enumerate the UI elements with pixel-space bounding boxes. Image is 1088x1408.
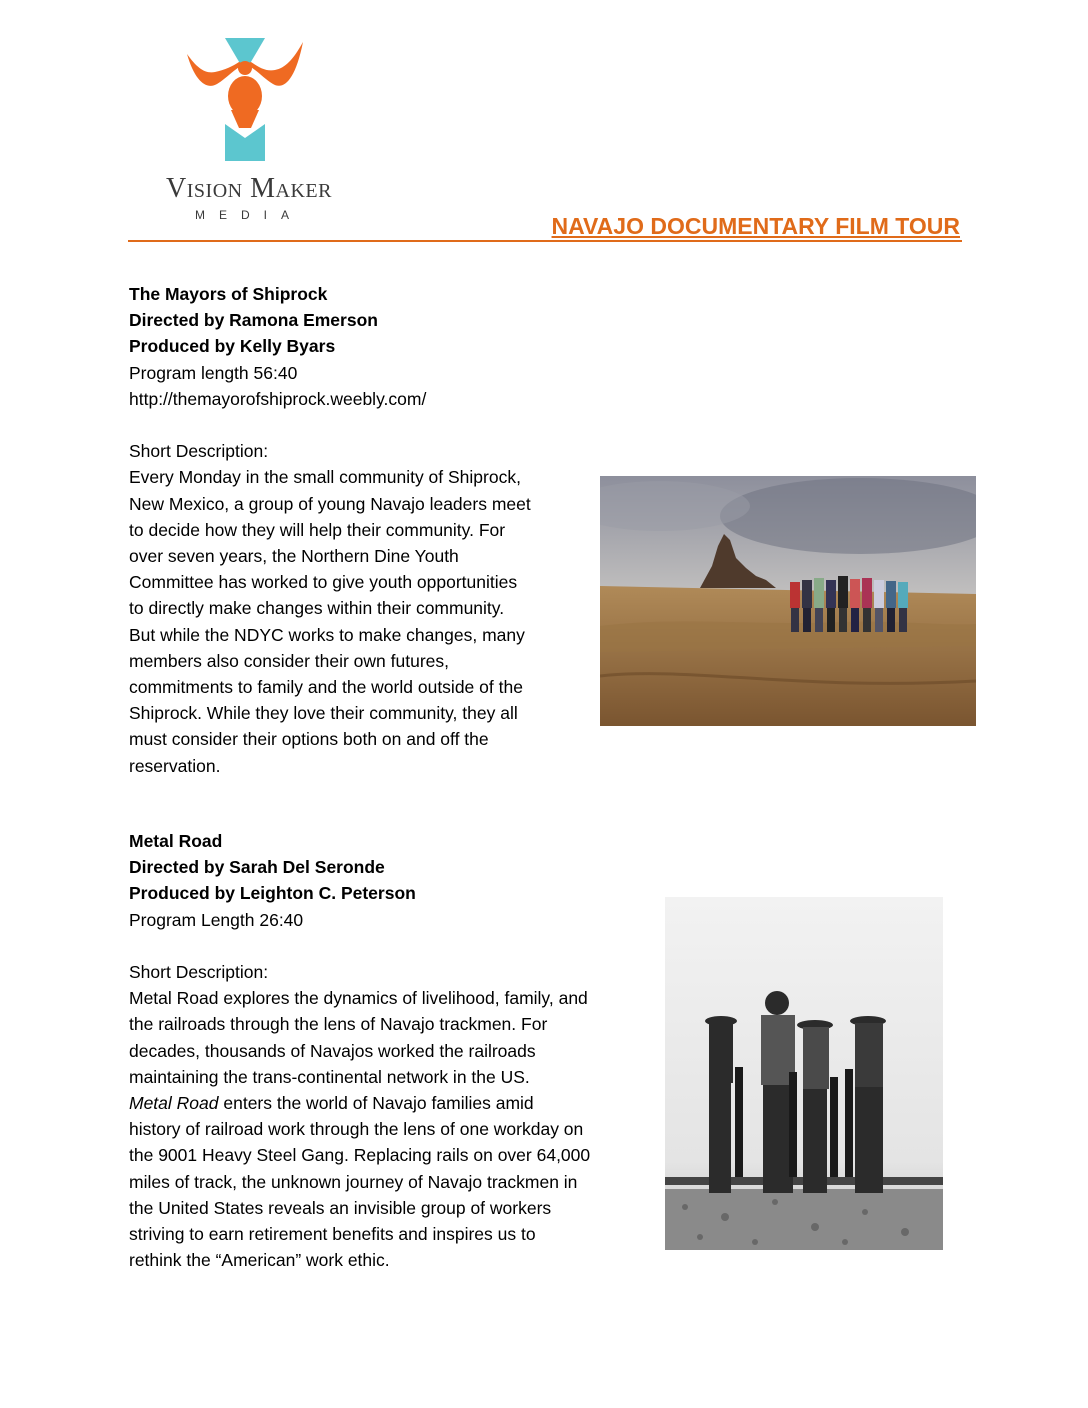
shiprock-group-photo [600,476,976,726]
film-entry-metal-road [129,828,590,1273]
film-length: Program length 56:40 [129,362,298,383]
navajo-trackmen-photo [665,897,943,1250]
header-divider [128,240,962,242]
description-line: Shiprock. While they love their community, they all [129,703,518,724]
description-line: the railroads through the lens of Navajo trackmen. For [129,1014,548,1035]
film-producer: Produced by Kelly Byars [129,336,336,357]
film-director: Directed by Sarah Del Seronde [129,857,385,878]
film-producer: Produced by Leighton C. Peterson [129,883,416,904]
description-line: over seven years, the Northern Dine Youth [129,546,459,567]
brand-subtitle: MEDIA [194,208,303,222]
description-text [129,985,590,1273]
description-line: must consider their options both on and off the [129,729,489,750]
description-line: maintaining the trans-continental network in the US. [129,1066,530,1087]
description-line: miles of track, the unknown journey of Navajo trackmen in [129,1171,578,1192]
description-line: to decide how they will help their community. For [129,519,506,540]
description-text [129,464,531,778]
film-entry-mayors-of-shiprock [129,281,531,779]
description-line: rethink the “American” work ethic. [129,1250,390,1271]
description-line: Every Monday in the small community of Shiprock, [129,467,521,488]
vision-maker-logo [130,38,370,228]
description-line: Metal Road explores the dynamics of livelihood, family, and [129,988,588,1009]
description-line: commitments to family and the world outside of the [129,677,523,698]
description-line: Committee has worked to give youth opportunities [129,572,518,593]
description-line-italic-lead [129,1090,590,1116]
film-url-link[interactable]: http://themayorofshiprock.weebly.com/ [129,388,427,409]
description-line: the United States reveals an invisible group of workers [129,1197,552,1218]
description-line: to directly make changes within their community. [129,598,505,619]
description-fragment: enters the world of Navajo families amid [218,1093,534,1114]
description-line: decades, thousands of Navajos worked the railroads [129,1040,536,1061]
film-title: The Mayors of Shiprock [129,284,328,304]
description-line: the 9001 Heavy Steel Gang. Replacing rails on over 64,000 [129,1145,591,1166]
brand-name: Vision Maker [166,173,332,204]
film-director: Directed by Ramona Emerson [129,310,378,331]
description-line: But while the NDYC works to make changes, many [129,624,525,645]
film-length: Program Length 26:40 [129,909,304,930]
description-line: reservation. [129,755,221,776]
page-title: NAVAJO DOCUMENTARY FILM TOUR [551,213,960,239]
description-line: history of railroad work through the lens of one workday on [129,1119,584,1140]
description-line: striving to earn retirement benefits and inspires us to [129,1224,536,1245]
description-line: New Mexico, a group of young Navajo leaders meet [129,493,531,514]
film-title: Metal Road [129,831,223,851]
film-title-italic: Metal Road [129,1093,219,1114]
eagle-logo-icon [185,38,305,164]
description-heading: Short Description: [129,441,269,462]
description-line: members also consider their own futures, [129,650,449,671]
description-heading: Short Description: [129,962,269,982]
